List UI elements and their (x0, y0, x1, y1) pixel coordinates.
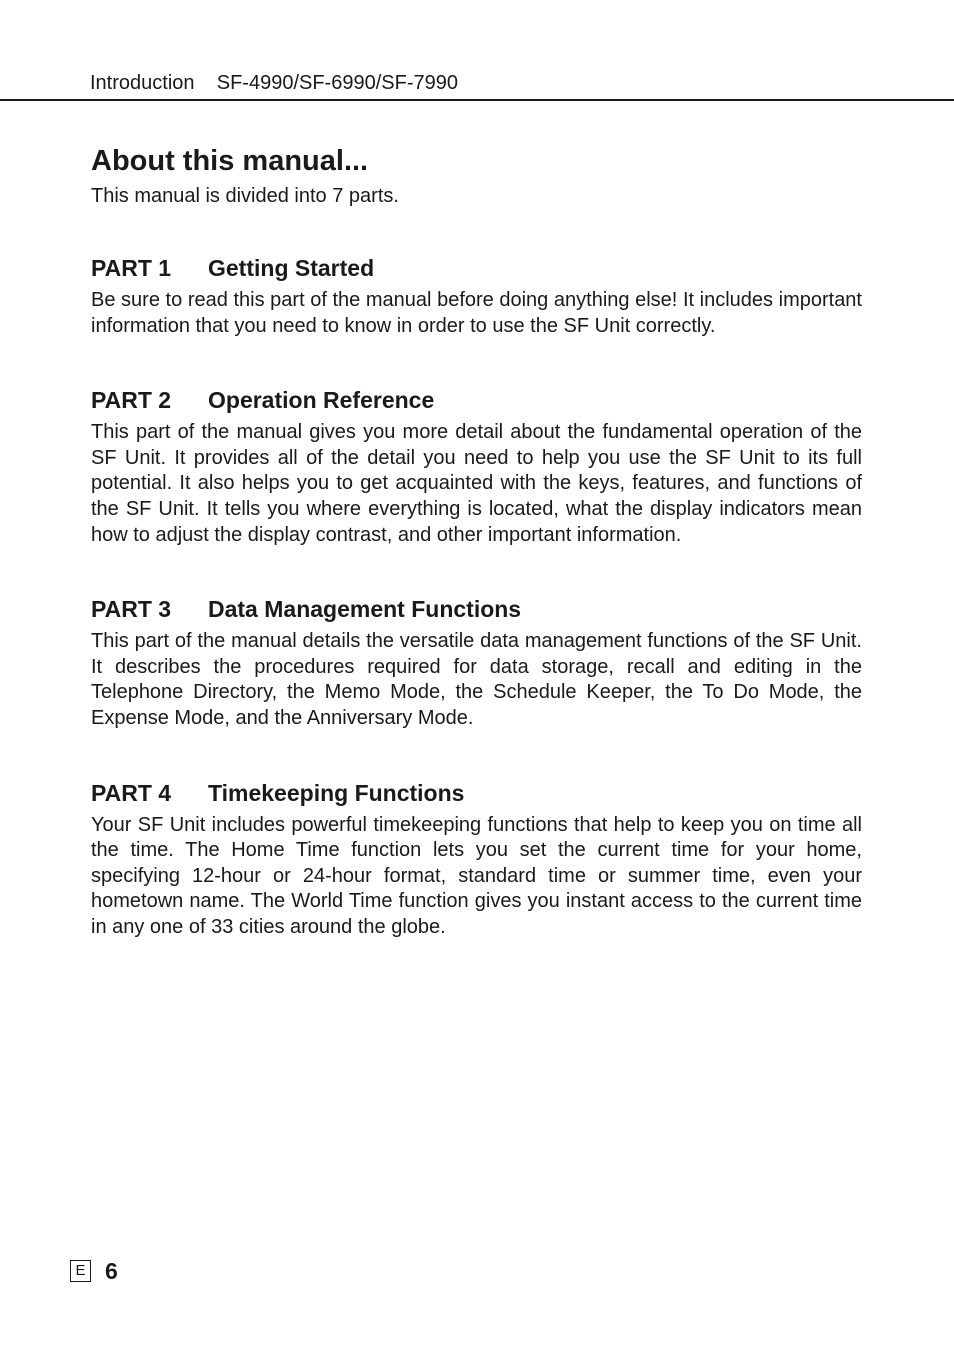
section-number: PART 2 (91, 387, 172, 414)
section-number: PART 4 (91, 779, 172, 806)
section-heading (91, 253, 862, 283)
section-title: Data Management Functions (208, 596, 522, 623)
section-part-1 (91, 253, 862, 339)
section-number: PART 3 (91, 596, 172, 623)
intro-text: This manual is divided into 7 parts. (91, 185, 399, 207)
section-body: This part of the manual details the versatile data management functions of the SF Unit. It describes the procedures required for data storage, recall and editing in the Telephone Directory, the Memo Mode, the Schedule Keeper, the To Do Mode, the Expense Mode, and the Anniversary Mode. (91, 630, 862, 729)
page-number: 6 (105, 1258, 118, 1284)
section-number: PART 1 (91, 255, 172, 281)
section-body: Be sure to read this part of the manual before doing anything else! It includes important information that you need to know in order to use the SF Unit correctly. (91, 289, 862, 337)
language-code-badge: E (70, 1260, 91, 1282)
section-part-2 (91, 385, 862, 548)
section-body: Your SF Unit includes powerful timekeeping functions that help to keep you on time all the time. The Home Time function lets you set the current time for your home, specifying 12-hour or 24-hour format, standard time or summer time, even your hometown name. The World Time function gives you instant access to the current time in any one of 33 cities around the globe. (91, 813, 862, 938)
section-heading (91, 385, 862, 415)
section-part-4 (91, 778, 862, 941)
page-title: About this manual... (91, 145, 369, 177)
section-heading (91, 778, 862, 808)
header-rule (0, 99, 954, 101)
section-title: Operation Reference (208, 387, 435, 414)
section-body: This part of the manual gives you more detail about the fundamental operation of the SF Unit. It provides all of the detail you need to help you use the SF Unit to its full potential. It also helps you to get acquainted with the keys, features, and functions of the SF Unit. It tells you where everything is located, what the display indicators mean how to adjust the display contrast, and other important information. (91, 421, 862, 546)
page-content (91, 143, 862, 941)
section-title: Timekeeping Functions (208, 779, 465, 806)
section-title: Getting Started (208, 255, 375, 281)
page-footer (70, 1259, 118, 1283)
section-heading (91, 594, 862, 624)
section-part-3 (91, 594, 862, 731)
running-header: Introduction SF-4990/SF-6990/SF-7990 (90, 72, 458, 94)
